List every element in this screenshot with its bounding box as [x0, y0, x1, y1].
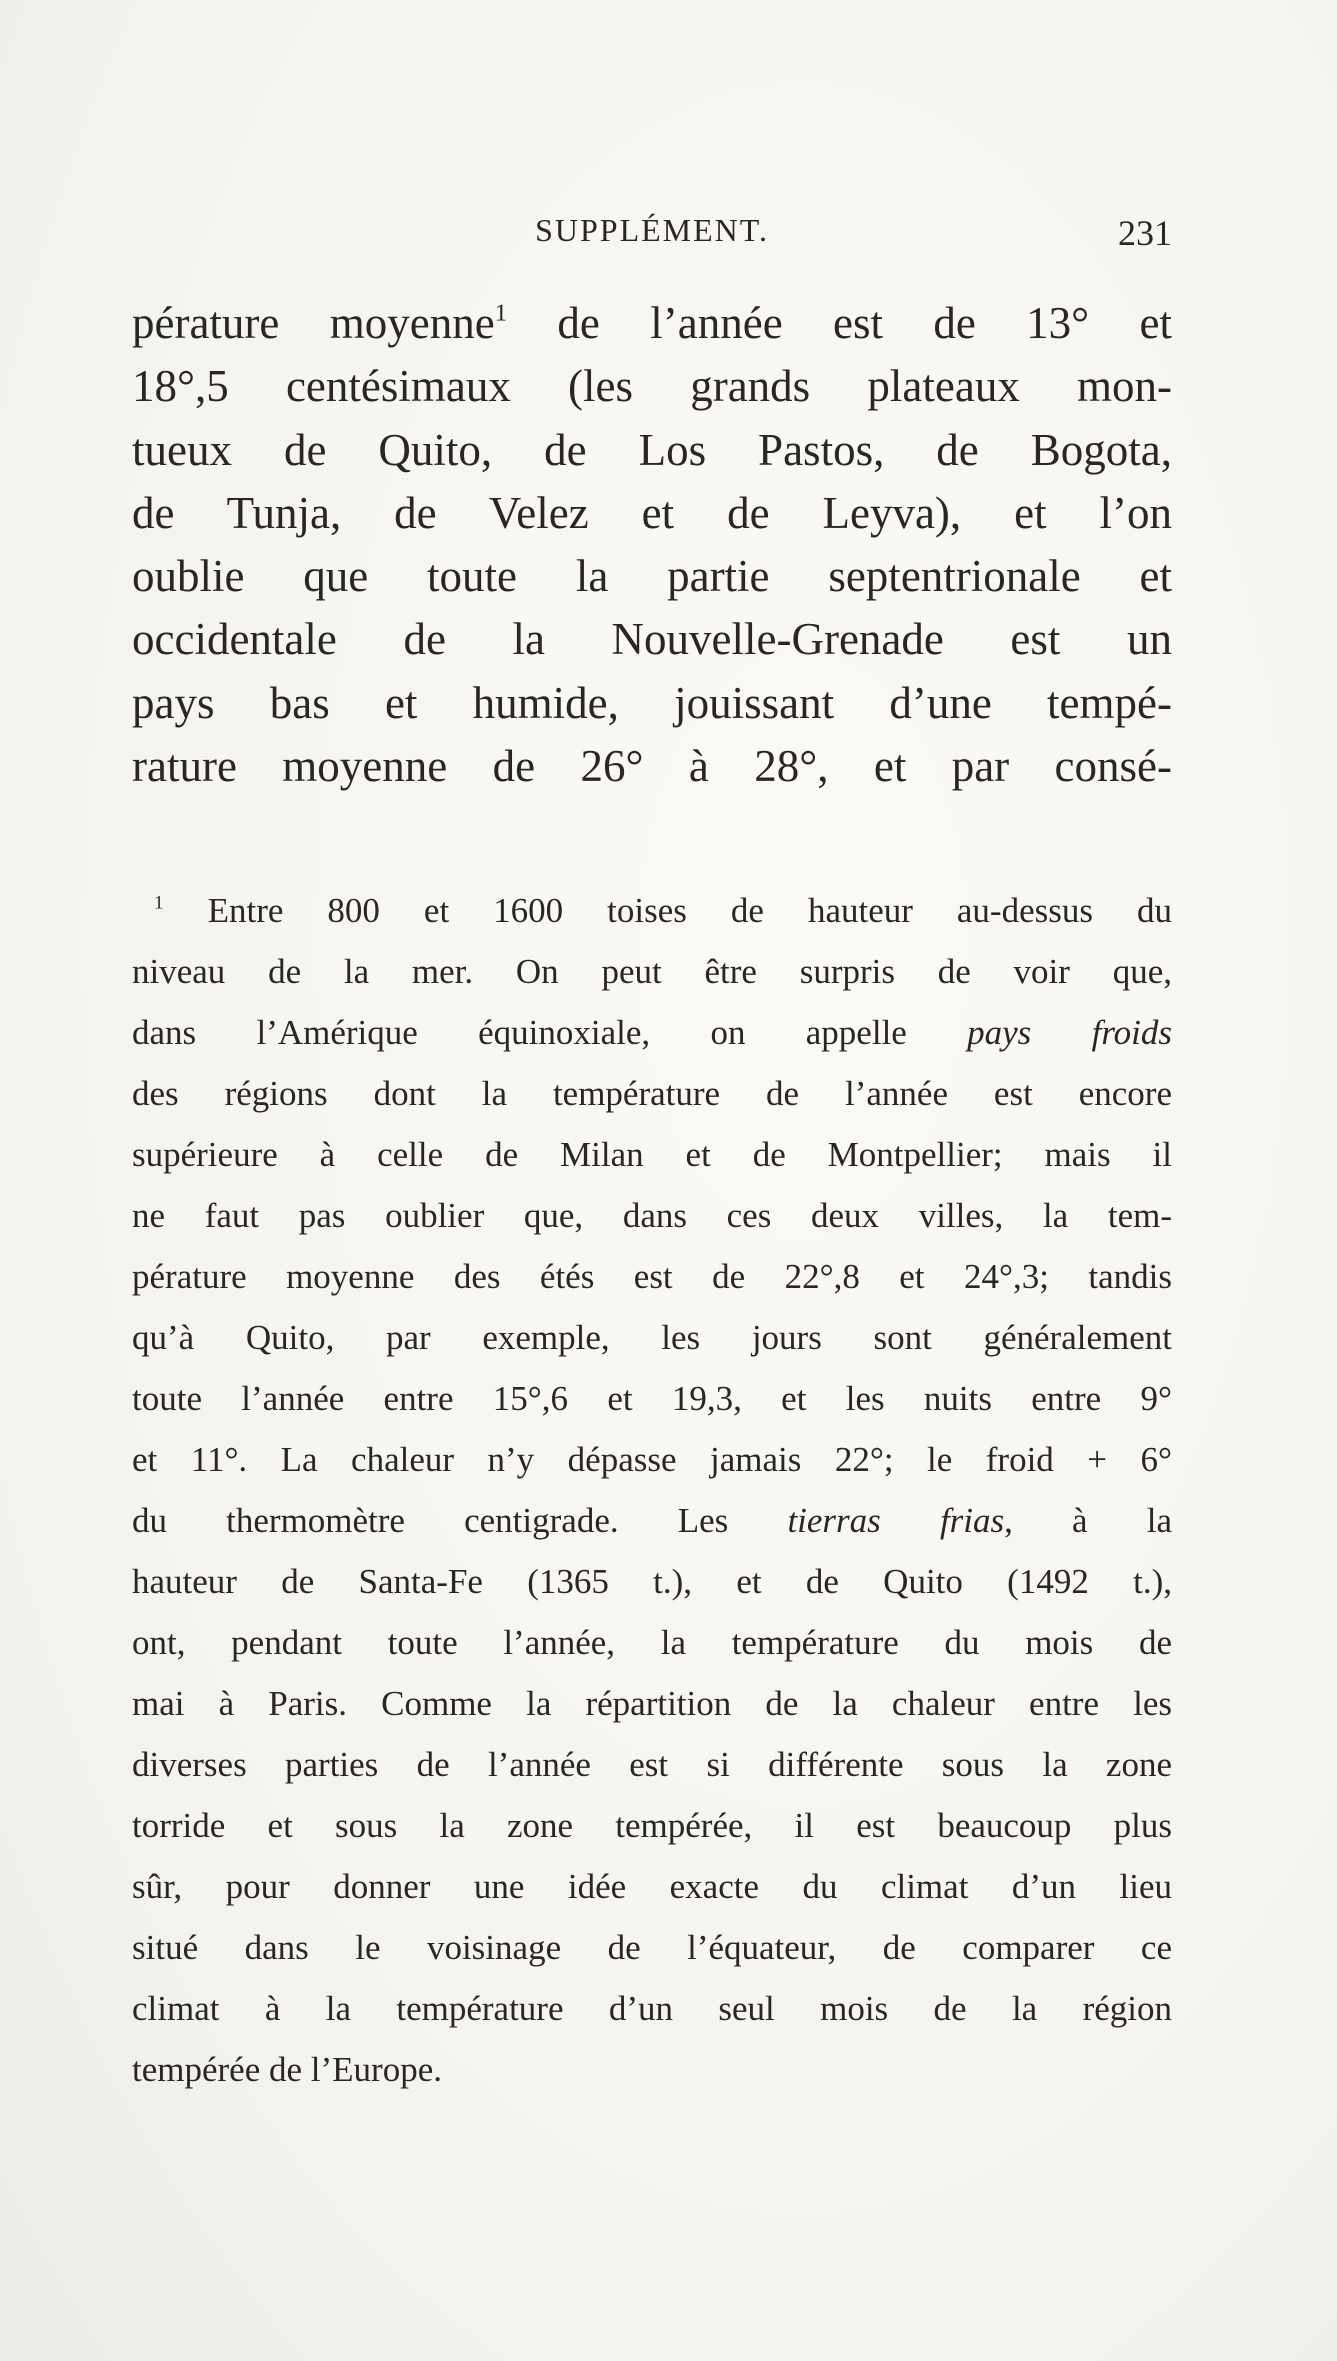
footnote-line [132, 1124, 1172, 1185]
text-span: tempérée de l’Europe. [132, 2050, 442, 2089]
footnote-line [132, 880, 1172, 941]
footnote-line [132, 1612, 1172, 1673]
text-span: hauteur de Santa-Fe (1365 t.), et de Quito (1492 t.), [132, 1562, 1172, 1601]
body-line [132, 735, 1172, 798]
footnote-marker: 1 [154, 892, 164, 914]
text-span: pérature moyenne des étés est de 22°,8 et 24°,3; tandis [132, 1257, 1172, 1296]
text-span: diverses parties de l’année est si différente sous la zone [132, 1745, 1172, 1784]
footnote-line [132, 1002, 1172, 1063]
body-line [132, 672, 1172, 735]
text-span: tueux de Quito, de Los Pastos, de Bogota, [132, 424, 1172, 475]
footnote-line [132, 941, 1172, 1002]
text-span: , à la [1004, 1501, 1172, 1540]
text-span: du thermomètre centigrade. Les [132, 1501, 788, 1540]
footnote-line [132, 1368, 1172, 1429]
text-span: pérature moyenne [132, 298, 495, 348]
body-line [132, 608, 1172, 671]
running-title: SUPPLÉMENT. [535, 212, 769, 248]
page-header [132, 212, 1172, 262]
text-span: de Tunja, de Velez et de Leyva), et l’on [132, 487, 1172, 538]
page-number: 231 [1118, 213, 1172, 253]
text-span: toute l’année entre 15°,6 et 19,3, et les nuits entre 9° [132, 1379, 1172, 1418]
text-span: dans l’Amérique équinoxiale, on appelle [132, 1013, 968, 1052]
text-span: situé dans le voisinage de l’équateur, de comparer ce [132, 1928, 1172, 1967]
footnote-line [132, 1673, 1172, 1734]
body-line [132, 355, 1172, 418]
footnote-line [132, 1246, 1172, 1307]
footnote [132, 880, 1172, 2100]
footnote-line [132, 1307, 1172, 1368]
footnote-line [132, 1490, 1172, 1551]
text-span: 18°,5 centésimaux (les grands plateaux mon- [132, 361, 1172, 412]
text-span: torride et sous la zone tempérée, il est beaucoup plus [132, 1806, 1172, 1845]
text-span: pays bas et humide, jouissant d’une tempé- [132, 677, 1172, 728]
body-text [132, 292, 1172, 798]
text-span: occidentale de la Nouvelle-Grenade est un [132, 614, 1172, 665]
text-span: ont, pendant toute l’année, la température du mois de [132, 1623, 1172, 1662]
italic-term: pays froids [967, 1013, 1173, 1052]
text-span: oublie que toute la partie septentrionale et [132, 551, 1172, 602]
italic-term: tierras frias [787, 1501, 1005, 1540]
body-line [132, 419, 1172, 482]
body-line [132, 292, 1172, 355]
footnote-line [132, 1185, 1172, 1246]
footnote-line [132, 1429, 1172, 1490]
text-span: supérieure à celle de Milan et de Montpellier; mais il [132, 1135, 1172, 1174]
body-line [132, 545, 1172, 608]
text-span: qu’à Quito, par exemple, les jours sont généralement [132, 1318, 1172, 1357]
text-span: mai à Paris. Comme la répartition de la chaleur entre les [132, 1684, 1172, 1723]
footnote-line [132, 1063, 1172, 1124]
footnote-line [132, 1734, 1172, 1795]
footnote-line [132, 1795, 1172, 1856]
text-span: niveau de la mer. On peut être surpris de voir que, [132, 952, 1172, 991]
footnote-line [132, 2039, 1172, 2100]
text-span: et 11°. La chaleur n’y dépasse jamais 22°; le froid + 6° [132, 1440, 1172, 1479]
footnote-line [132, 1978, 1172, 2039]
text-span: Entre 800 et 1600 toises de hauteur au-dessus du [163, 891, 1172, 930]
text-span: de l’année est de 13° et [507, 298, 1173, 348]
text-span: rature moyenne de 26° à 28°, et par consé- [132, 741, 1172, 792]
text-span: ne faut pas oublier que, dans ces deux villes, la tem- [132, 1196, 1172, 1235]
text-span: sûr, pour donner une idée exacte du climat d’un lieu [132, 1867, 1172, 1906]
footnote-line [132, 1856, 1172, 1917]
footnote-marker: 1 [494, 299, 508, 327]
text-span: des régions dont la température de l’année est encore [132, 1074, 1172, 1113]
text-span: climat à la température d’un seul mois de la région [132, 1989, 1172, 2028]
body-line [132, 482, 1172, 545]
footnote-line [132, 1917, 1172, 1978]
footnote-line [132, 1551, 1172, 1612]
